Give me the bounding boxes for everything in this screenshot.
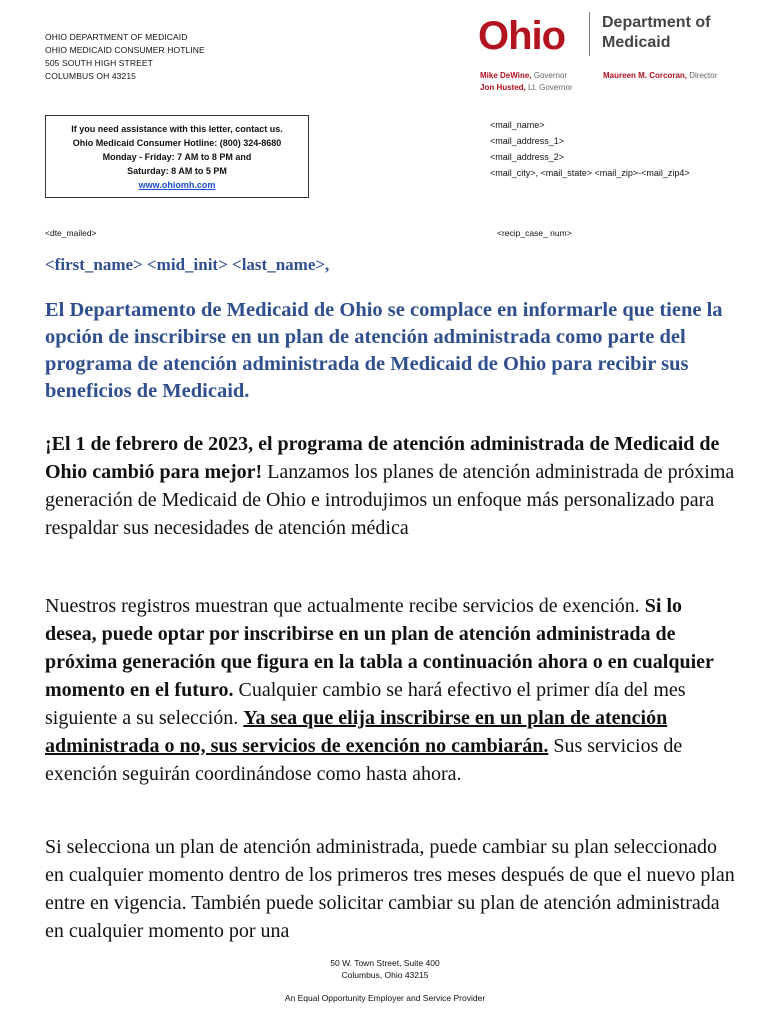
- governor-name: Mike DeWine,: [480, 71, 532, 80]
- salutation: <first_name> <mid_init> <last_name>,: [45, 255, 330, 274]
- paragraph-2-text-3: Sus servicios de exención seguirán coordinándose como hasta ahora.: [45, 735, 683, 785]
- return-address-line: OHIO DEPARTMENT OF MEDICAID: [45, 32, 188, 42]
- director-name: Maureen M. Corcoran,: [603, 71, 688, 80]
- return-address-line: OHIO MEDICAID CONSUMER HOTLINE: [45, 45, 205, 55]
- intro-paragraph: El Departamento de Medicaid de Ohio se complace en informarle que tiene la opción de inscribirse en un plan de atención administrada como parte del programa de atención administrada de Medicaid de Ohio para recibir sus beneficios de Medicaid.: [45, 299, 723, 402]
- paragraph-1-bold: ¡El 1 de febrero de 2023, el programa de atención administrada de Medicaid de Ohio cambió para mejor!: [45, 433, 720, 483]
- return-address-line: COLUMBUS OH 43215: [45, 71, 136, 81]
- paragraph-2-text-2: Cualquier cambio se hará efectivo el primer día del mes siguiente a su selección.: [45, 679, 686, 729]
- assistance-line-3: Monday - Friday: 7 AM to 8 PM and: [102, 152, 252, 162]
- date-mailed: <dte_mailed>: [45, 228, 97, 238]
- paragraph-1-text: Lanzamos los planes de atención administrada de próxima generación de Medicaid de Ohio e introdujimos un enfoque más personalizado para respaldar sus necesidades de atención médica: [45, 461, 735, 539]
- paragraph-3: Si selecciona un plan de atención administrada, puede cambiar su plan seleccionado en cualquier momento dentro de los primeros tres meses después de que el nuevo plan entre en vigencia. También puede solicitar cambiar su plan de atención administrada en cualquier momento por una: [45, 836, 735, 942]
- assistance-box: [45, 115, 309, 198]
- paragraph-2-bold: Si lo desea, puede optar por inscribirse en un plan de atención administrada de próxima generación que figura en la tabla a continuación ahora o en cualquier momento en el futuro.: [45, 595, 714, 701]
- director-title: Director: [689, 71, 718, 80]
- mailing-address: [490, 117, 690, 181]
- case-number: <recip_case_ num>: [497, 228, 572, 238]
- lt-governor-name: Jon Husted,: [480, 83, 526, 92]
- footer-address-line-2: Columbus, Ohio 43215: [341, 970, 429, 980]
- department-name: [602, 13, 710, 53]
- governor-title: Governor: [533, 71, 568, 80]
- officials-governors: [480, 70, 572, 94]
- website-link[interactable]: www.ohiomh.com: [138, 180, 216, 190]
- ohio-wordmark: Ohio: [478, 14, 566, 58]
- paragraph-2: [45, 592, 735, 788]
- return-address-line: 505 SOUTH HIGH STREET: [45, 58, 153, 68]
- department-line-2: Medicaid: [602, 34, 671, 51]
- assistance-line-4: Saturday: 8 AM to 5 PM: [127, 166, 227, 176]
- mail-line: <mail_name>: [490, 120, 545, 130]
- assistance-line-2: Ohio Medicaid Consumer Hotline: (800) 324-8680: [72, 138, 282, 148]
- lt-governor-title: Lt. Governor: [528, 83, 573, 92]
- mail-line: <mail_address_1>: [490, 136, 565, 146]
- footer-address-line-1: 50 W. Town Street, Suite 400: [330, 958, 440, 968]
- logo-divider: [589, 12, 590, 56]
- paragraph-2-underlined: Ya sea que elija inscribirse en un plan de atención administrada o no, sus servicios de exención no cambiarán.: [45, 707, 668, 757]
- mail-line: <mail_address_2>: [490, 152, 565, 162]
- officials-director: [603, 70, 717, 82]
- paragraph-1: [45, 430, 735, 542]
- mail-line: <mail_city>, <mail_state> <mail_zip>-<mail_zip4>: [490, 168, 690, 178]
- equal-opportunity-statement: An Equal Opportunity Employer and Service Provider: [284, 993, 486, 1003]
- assistance-line-1: If you need assistance with this letter, contact us.: [71, 124, 283, 134]
- return-address: [45, 31, 205, 83]
- paragraph-2-text-1: Nuestros registros muestran que actualmente recibe servicios de exención.: [45, 595, 645, 617]
- department-line-1: Department of: [602, 14, 711, 31]
- footer-address: [0, 957, 770, 981]
